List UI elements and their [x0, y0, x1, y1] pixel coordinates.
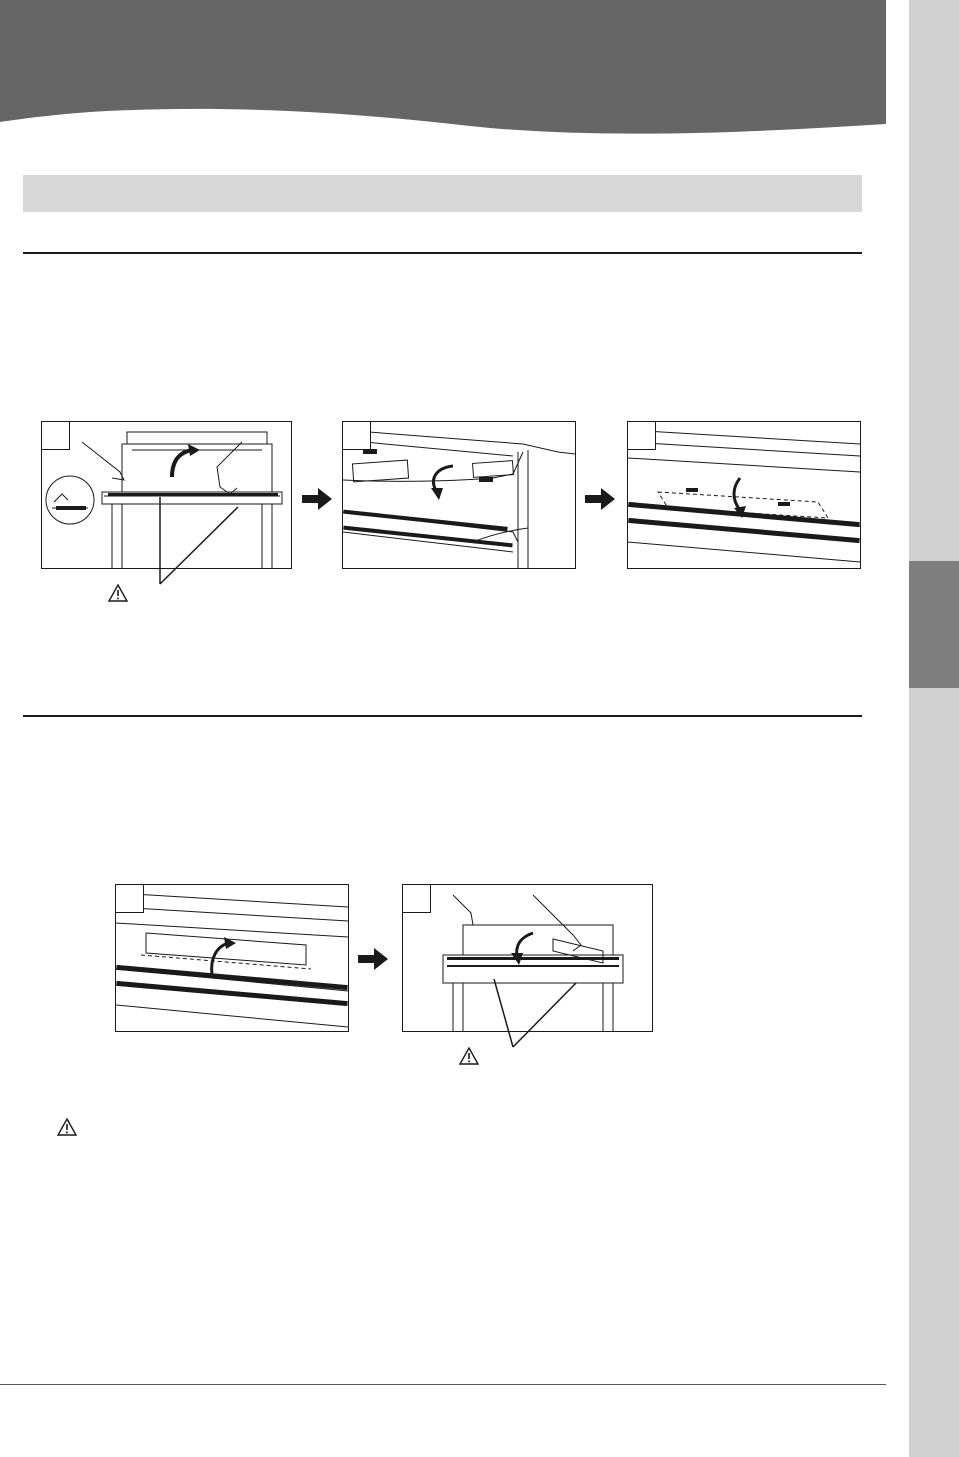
- right-arrow-icon: [358, 948, 388, 970]
- header-banner: [0, 0, 886, 140]
- right-arrow-icon: [302, 488, 332, 510]
- section-heading-bar: [23, 175, 862, 212]
- footer-rule: [0, 1384, 886, 1385]
- step-number-box: [628, 422, 656, 450]
- closing-step-1-illustration: [115, 884, 349, 1032]
- step-number-box: [42, 422, 70, 450]
- chapter-side-tab: [909, 0, 959, 1457]
- step-number-box: [343, 422, 371, 450]
- opening-step-3-illustration: [627, 421, 861, 569]
- subsection-rule-opening: [23, 252, 862, 254]
- warning-triangle-icon: [108, 584, 128, 602]
- step-number-box: [116, 885, 144, 913]
- subsection-rule-closing: [23, 715, 862, 717]
- warning-triangle-icon: [57, 1118, 77, 1136]
- opening-step-1-illustration: [41, 421, 292, 569]
- closing-step-2-illustration: [402, 884, 653, 1032]
- opening-step-2-illustration: [342, 421, 576, 569]
- chapter-side-tab-active: [909, 561, 959, 688]
- warning-triangle-icon: [459, 1047, 479, 1065]
- step-number-box: [403, 885, 431, 913]
- right-arrow-icon: [585, 488, 615, 510]
